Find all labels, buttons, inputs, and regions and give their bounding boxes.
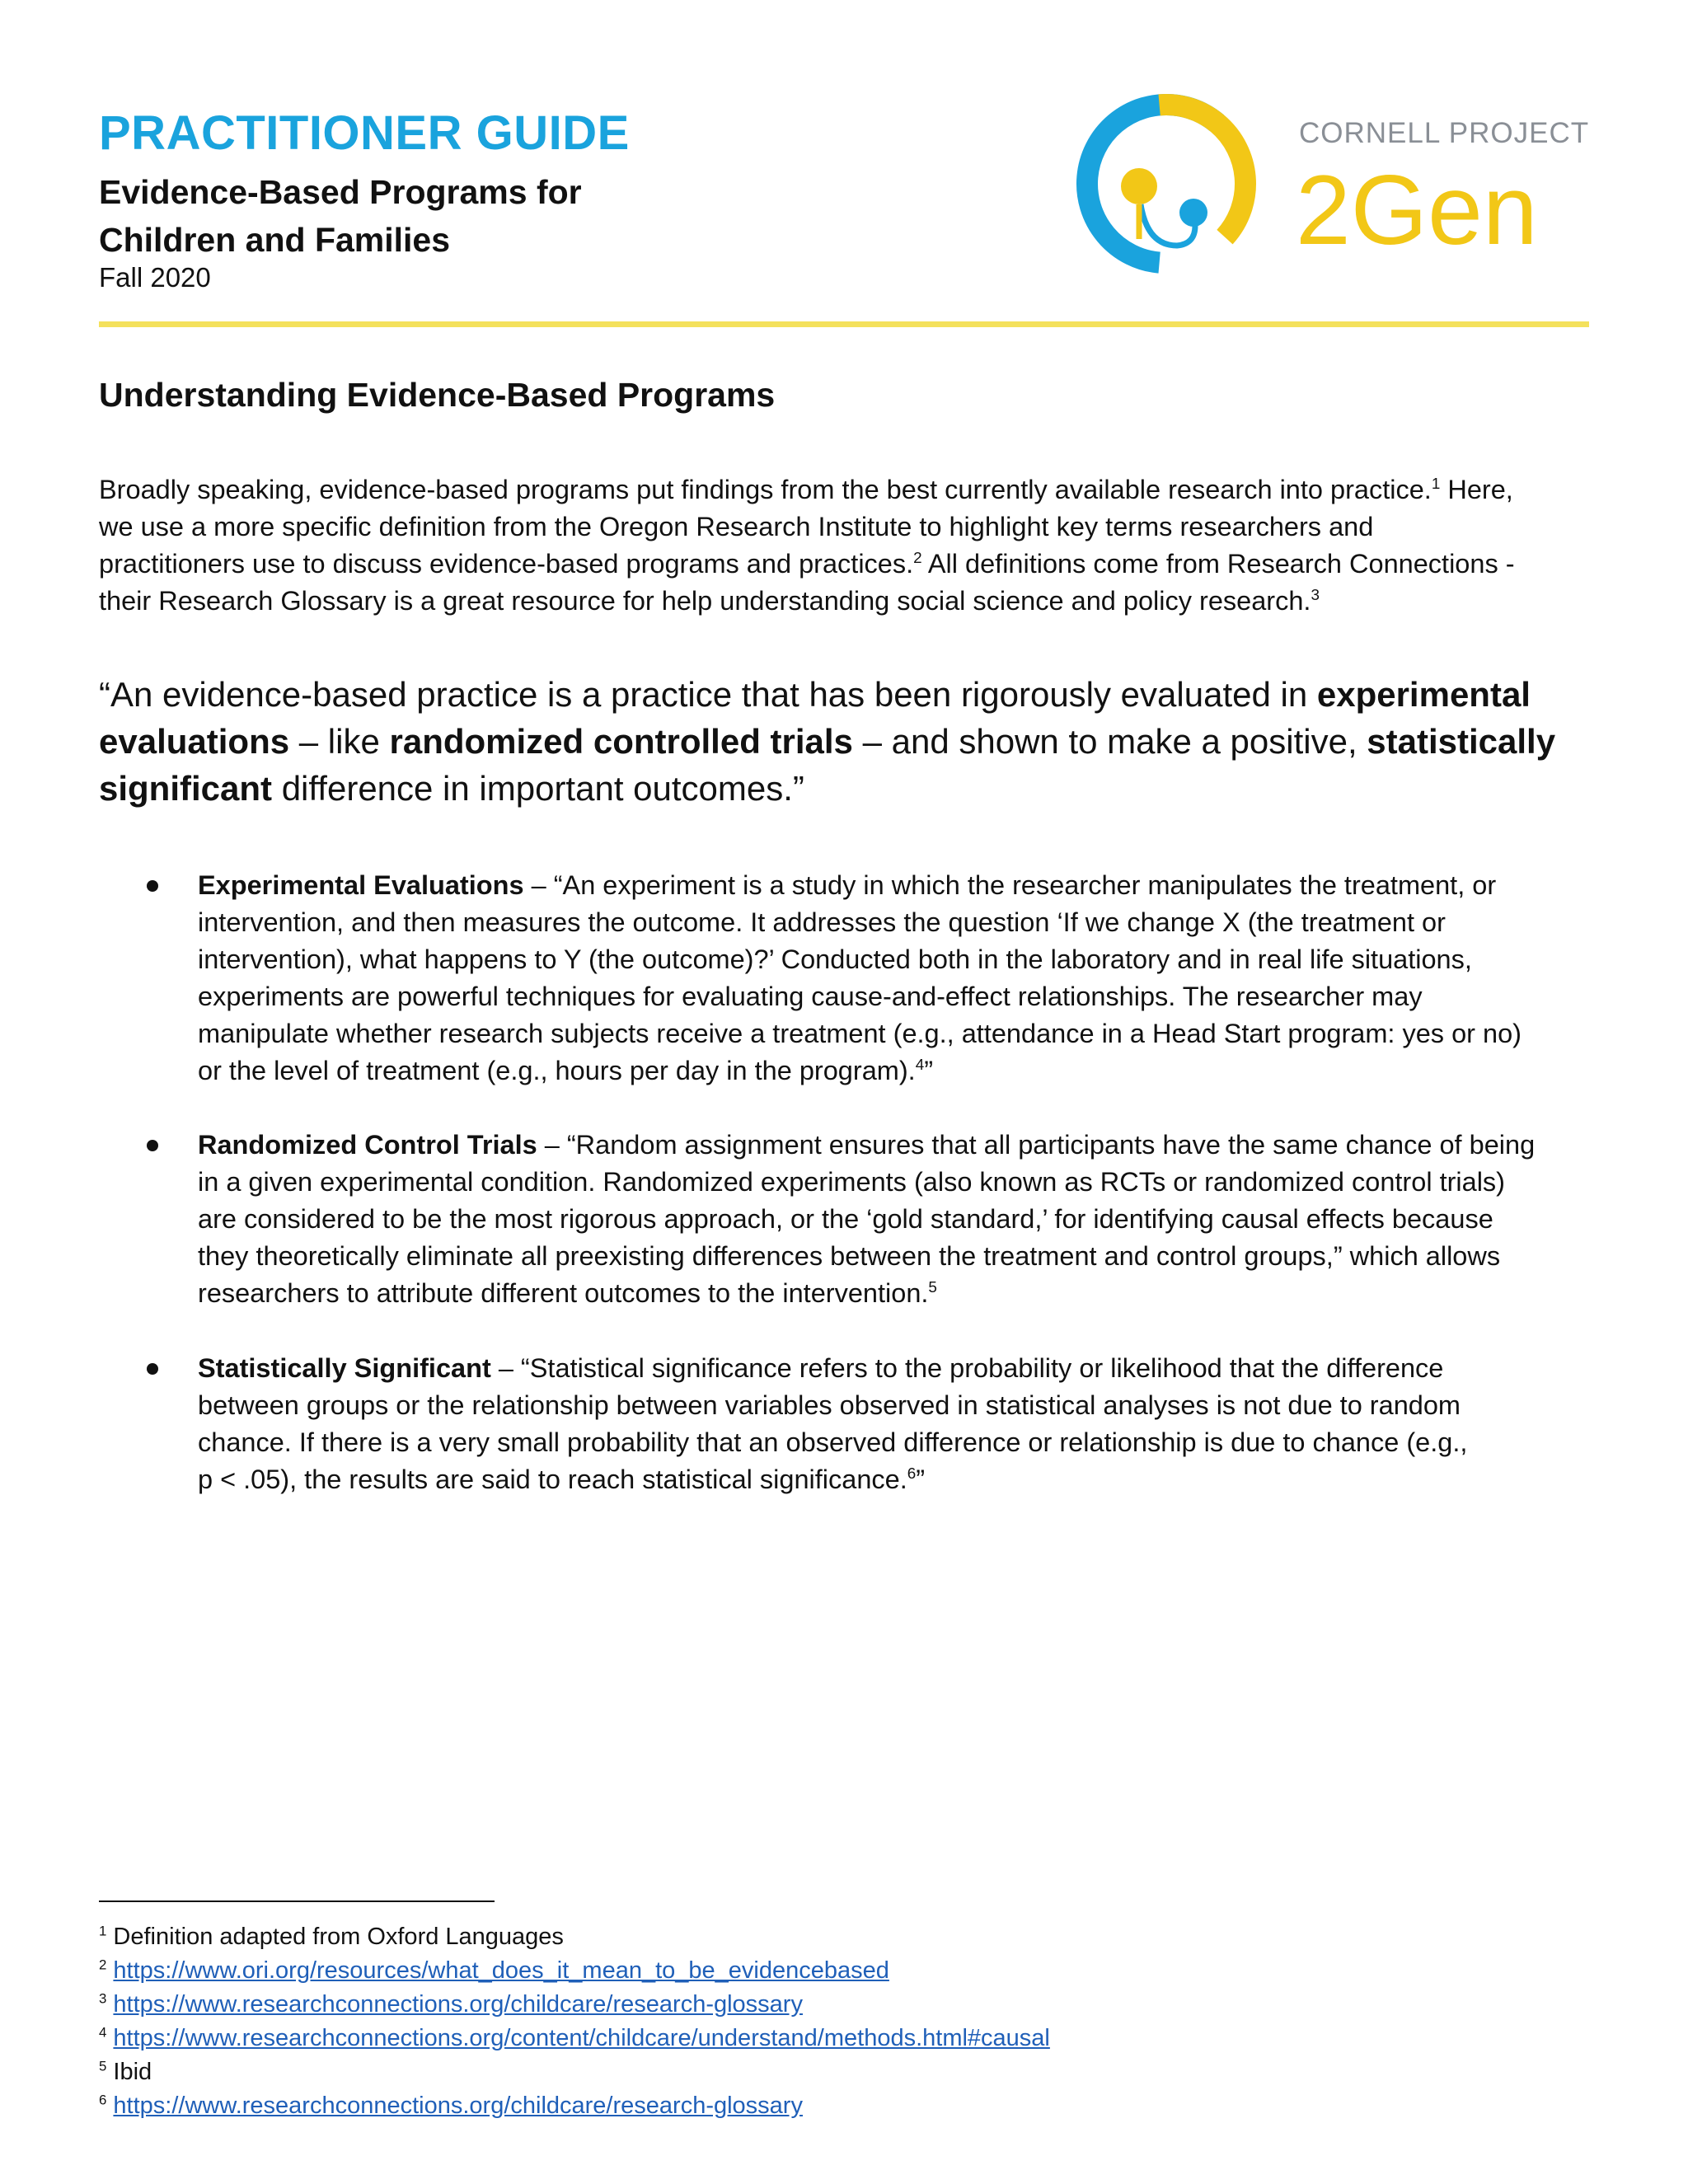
list-text: researchers to attribute different outcomes to the intervention. — [198, 1278, 929, 1308]
footnote-text: Ibid — [113, 2059, 152, 2085]
intro-line — [99, 546, 1591, 583]
guide-subtitle-line1: Evidence-Based Programs for — [99, 173, 582, 211]
list-term: Statistically Significant — [198, 1353, 491, 1383]
footnote-number: 2 — [99, 1957, 107, 1973]
list-term: Randomized Control Trials — [198, 1130, 537, 1160]
list-line: experiments are powerful techniques for evaluating cause-and-effect relationships. The researcher may — [198, 982, 1423, 1011]
quote-text: – like — [289, 722, 390, 761]
footnote-link[interactable]: https://www.researchconnections.org/content/childcare/understand/methods.html#causal — [113, 2025, 1050, 2051]
intro-text: their Research Glossary is a great resource for help understanding social science and policy research. — [99, 586, 1311, 616]
quote-line — [99, 671, 1591, 718]
cornell-2gen-logo — [1071, 89, 1591, 279]
intro-line — [99, 583, 1591, 620]
footnote-number: 1 — [99, 1923, 107, 1939]
list-line — [198, 1127, 1599, 1164]
intro-line — [99, 471, 1591, 509]
header-divider — [99, 321, 1589, 327]
list-line — [198, 1461, 1599, 1498]
quote-bold-term: significant — [99, 769, 273, 808]
bullet-icon — [147, 880, 158, 892]
guide-title: PRACTITIONER GUIDE — [99, 106, 630, 160]
footnote-number: 6 — [99, 2092, 107, 2108]
footnote-ref: 1 — [1431, 475, 1441, 493]
list-line — [198, 1052, 1599, 1090]
list-line: manipulate whether research subjects receive a treatment (e.g., attendance in a Head Start program: yes or no) — [198, 1019, 1522, 1048]
footnote-number: 3 — [99, 1990, 107, 2007]
list-item-body — [198, 1127, 1599, 1312]
logo-brand-text: 2Gen — [1296, 155, 1538, 265]
footnote-ref: 5 — [928, 1278, 937, 1296]
footnote-6 — [99, 2089, 1500, 2123]
bullet-icon — [147, 1363, 158, 1375]
intro-text: Broadly speaking, evidence-based programs put findings from the best currently available research into practice. — [99, 475, 1432, 504]
footnote-5 — [99, 2055, 1500, 2089]
footnote-link[interactable]: https://www.ori.org/resources/what_does_it_mean_to_be_evidencebased — [113, 1957, 889, 1984]
quote-bold-term: statistically — [1367, 722, 1556, 761]
footnote-2 — [99, 1954, 1500, 1988]
list-text: p < .05), the results are said to reach statistical significance. — [198, 1465, 907, 1494]
list-line: chance. If there is a very small probability that an observed difference or relationship is due to chance (e.g., — [198, 1427, 1468, 1457]
list-line — [198, 1275, 1599, 1312]
quote-bold-term: experimental — [1316, 675, 1531, 714]
quote-line — [99, 765, 1591, 812]
list-line: in a given experimental condition. Randomized experiments (also known as RCTs or randomized control trials) — [198, 1167, 1506, 1197]
list-item-body — [198, 867, 1599, 1090]
list-text: or the level of treatment (e.g., hours per day in the program). — [198, 1056, 916, 1085]
list-text: – “Random assignment ensures that all participants have the same chance of being — [537, 1130, 1536, 1160]
list-item-body — [198, 1350, 1599, 1498]
list-text: ” — [916, 1465, 926, 1494]
intro-line: we use a more specific definition from the Oregon Research Institute to highlight key terms researchers and — [99, 512, 1374, 541]
list-term: Experimental Evaluations — [198, 870, 524, 900]
quote-bold-term: evaluations — [99, 722, 290, 761]
footnote-number: 4 — [99, 2024, 107, 2041]
footnote-divider — [99, 1900, 495, 1902]
quote-line — [99, 718, 1591, 765]
list-line: intervention), what happens to Y (the outcome)?’ Conducted both in the laboratory and in real life situations, — [198, 944, 1472, 974]
list-text: – “An experiment is a study in which the researcher manipulates the treatment, or — [523, 870, 1497, 900]
intro-text: Here, — [1440, 475, 1513, 504]
section-heading: Understanding Evidence-Based Programs — [99, 376, 776, 414]
guide-subtitle-line2: Children and Families — [99, 221, 451, 259]
list-text: ” — [924, 1056, 934, 1085]
intro-paragraph — [99, 471, 1591, 620]
footnote-text: Definition adapted from Oxford Languages — [113, 1924, 564, 1950]
footnote-4 — [99, 2022, 1500, 2055]
list-line — [198, 867, 1599, 904]
definition-quote — [99, 671, 1591, 812]
footnote-1 — [99, 1920, 1500, 1954]
footnote-ref: 6 — [907, 1465, 917, 1483]
footnote-ref: 2 — [913, 549, 922, 567]
footnote-link[interactable]: https://www.researchconnections.org/childcare/research-glossary — [113, 2093, 803, 2119]
guide-date: Fall 2020 — [99, 262, 211, 293]
footnote-ref: 4 — [915, 1056, 925, 1074]
quote-text: – and shown to make a positive, — [852, 722, 1367, 761]
quote-text: difference in important outcomes.” — [272, 769, 804, 808]
quote-bold-term: randomized controlled trials — [389, 722, 853, 761]
footnotes — [99, 1920, 1500, 2123]
list-line: intervention, and then measures the outcome. It addresses the question ‘If we change X (the treatment or — [198, 907, 1446, 937]
list-text: – “Statistical significance refers to the probability or likelihood that the difference — [490, 1353, 1444, 1383]
two-gen-logo-mark-icon — [1071, 89, 1261, 279]
footnote-3 — [99, 1988, 1500, 2022]
footnote-ref: 3 — [1311, 586, 1320, 604]
footnote-number: 5 — [99, 2058, 107, 2074]
logo-project-text: CORNELL PROJECT — [1299, 117, 1590, 149]
intro-text: practitioners use to discuss evidence-based programs and practices. — [99, 549, 914, 579]
list-line: they theoretically eliminate all preexisting differences between the treatment and control groups,” which allows — [198, 1241, 1501, 1271]
list-line — [198, 1350, 1599, 1387]
footnote-link[interactable]: https://www.researchconnections.org/childcare/research-glossary — [113, 1991, 803, 2018]
list-line: are considered to be the most rigorous approach, or the ‘gold standard,’ for identifying causal effects because — [198, 1204, 1493, 1234]
list-line: between groups or the relationship between variables observed in statistical analyses is not due to random — [198, 1390, 1461, 1420]
bullet-icon — [147, 1140, 158, 1151]
guide-subtitle — [99, 168, 582, 264]
quote-text: “An evidence-based practice is a practice that has been rigorously evaluated in — [99, 675, 1317, 714]
intro-text: All definitions come from Research Connections - — [921, 549, 1515, 579]
